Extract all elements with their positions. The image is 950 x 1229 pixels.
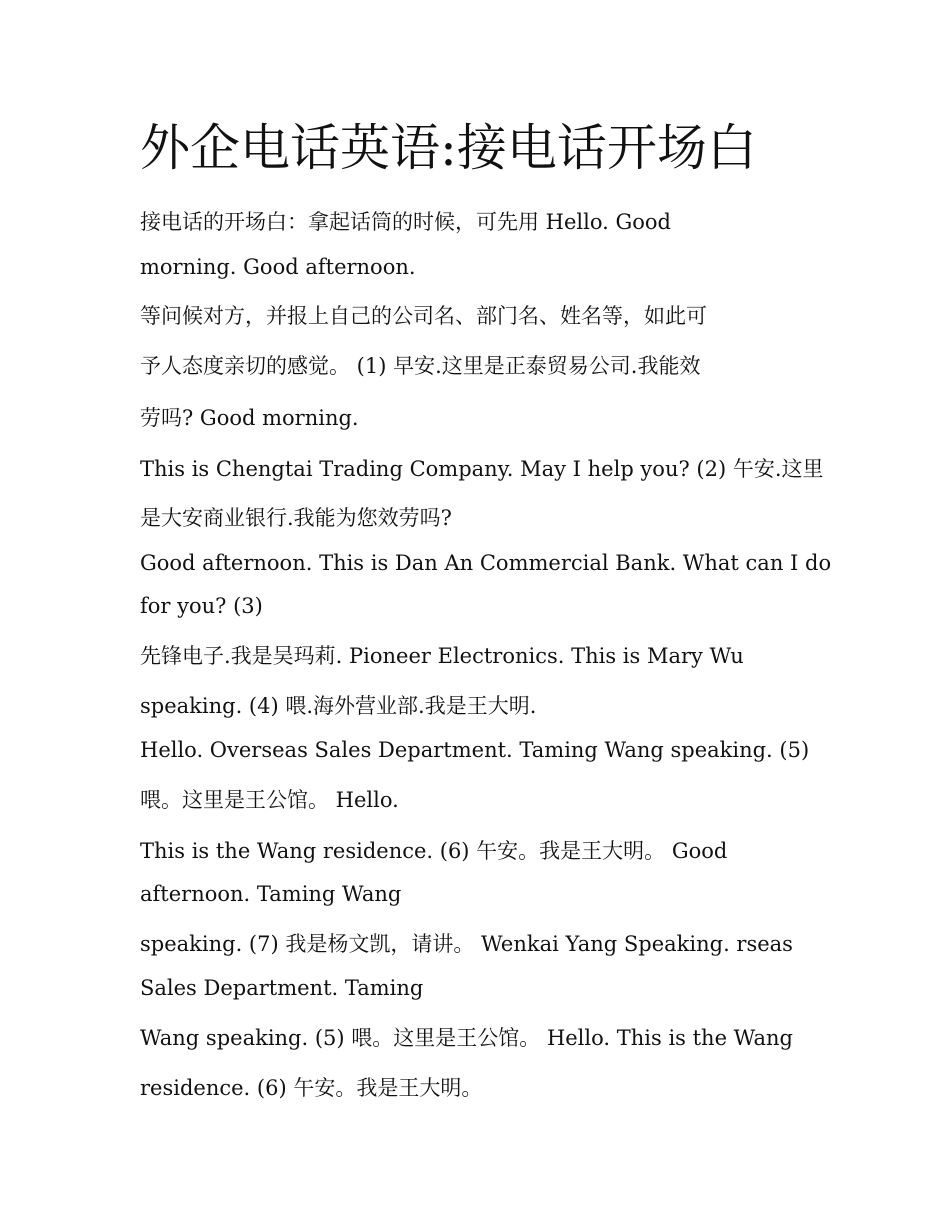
text-line: speaking. (7) 我是杨文凯，请讲。 Wenkai Yang Speaking. rseas xyxy=(140,932,793,956)
text-line: Sales Department. Taming xyxy=(140,976,424,1000)
text-line: 予人态度亲切的感觉。 (1) 早安.这里是正泰贸易公司.我能效 xyxy=(140,354,701,378)
text-line: residence. (6) 午安。我是王大明。 xyxy=(140,1076,483,1100)
text-line: 劳吗? Good morning. xyxy=(140,406,359,430)
text-line: speaking. (4) 喂.海外营业部.我是王大明. xyxy=(140,694,537,718)
text-line: This is Chengtai Trading Company. May I help you? (2) 午安.这里 xyxy=(140,457,824,481)
text-line: 接电话的开场白：拿起话筒的时候，可先用 Hello. Good xyxy=(140,210,671,234)
text-line: for you? (3) xyxy=(140,594,263,618)
text-line: Good afternoon. This is Dan An Commercial Bank. What can I do xyxy=(140,551,832,575)
text-line: afternoon. Taming Wang xyxy=(140,882,402,906)
text-line: This is the Wang residence. (6) 午安。我是王大明。 Good xyxy=(140,839,728,863)
text-line: 等问候对方，并报上自己的公司名、部门名、姓名等，如此可 xyxy=(140,304,707,328)
text-line: 喂。这里是王公馆。 Hello. xyxy=(140,788,399,812)
text-line: Wang speaking. (5) 喂。这里是王公馆。 Hello. This is the Wang xyxy=(140,1026,793,1050)
text-line: 先锋电子.我是吴玛莉. Pioneer Electronics. This is Mary Wu xyxy=(140,644,744,668)
text-line: Hello. Overseas Sales Department. Taming Wang speaking. (5) xyxy=(140,738,810,762)
text-line: morning. Good afternoon. xyxy=(140,255,416,279)
text-line: 是大安商业银行.我能为您效劳吗? xyxy=(140,506,452,530)
page-title: 外企电话英语:接电话开场白 xyxy=(140,119,757,177)
